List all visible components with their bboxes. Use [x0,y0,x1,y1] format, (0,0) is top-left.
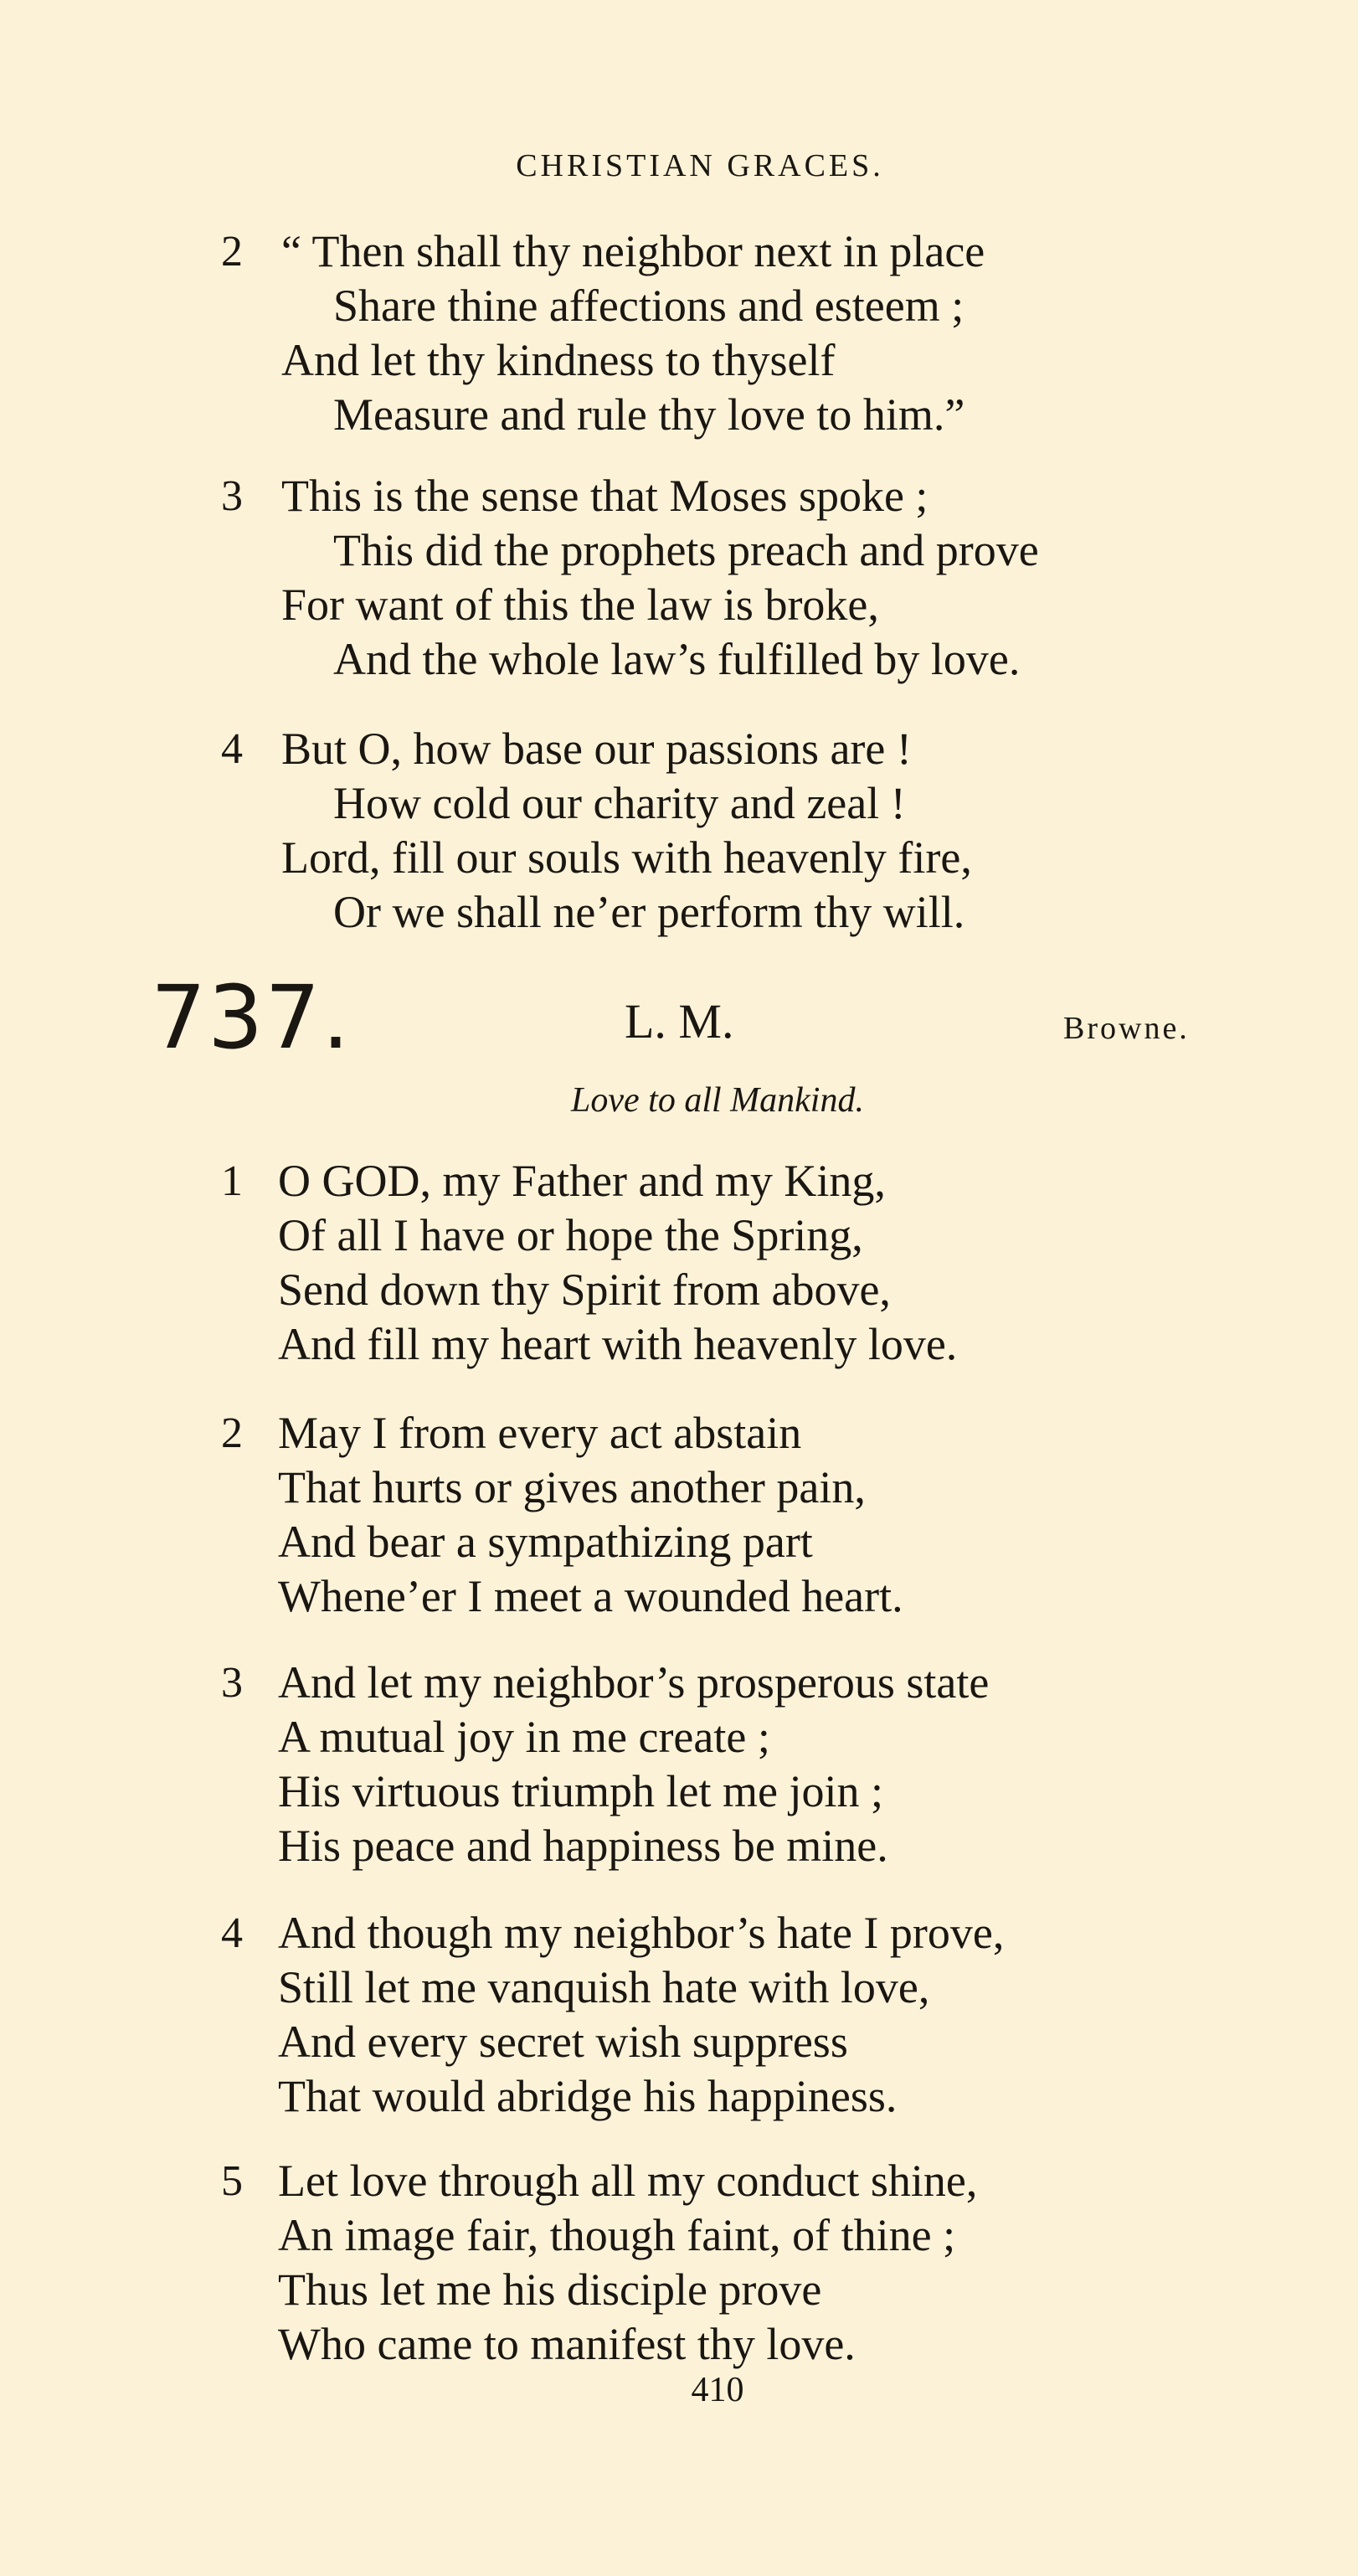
verse-line: Thus let me his disciple prove [278,2264,822,2315]
hymn-verse-3 [0,1656,1358,1873]
verse-number: 3 [221,1659,243,1707]
verse-line: Lord, fill our souls with heavenly fire, [281,832,972,883]
verse-line: His virtuous triumph let me join ; [278,1766,883,1816]
prev-verse-3 [0,469,1358,687]
page-number: 410 [691,2371,744,2409]
hymn-author: Browne. [1063,1011,1190,1046]
verse-number: 5 [221,2157,243,2205]
hymn-verse-1 [0,1154,1358,1372]
prev-verse-4 [0,722,1358,940]
verse-line: Share thine affections and esteem ; [333,281,964,331]
verse-number: 4 [221,725,243,773]
verse-line: For want of this the law is broke, [281,580,879,630]
verse-number: 4 [221,1909,243,1957]
hymn-number: 737. [151,966,352,1069]
verse-line: Or we shall ne’er perform thy will. [333,887,965,937]
prev-verse-2 [0,224,1358,442]
verse-line: This is the sense that Moses spoke ; [281,471,928,521]
hymn-verse-2 [0,1406,1358,1624]
verse-line: Who came to manifest thy love. [278,2319,856,2369]
verse-line: Let love through all my conduct shine, [278,2156,978,2206]
verse-line: But O, how base our passions are ! [281,724,912,774]
verse-line: And let thy kindness to thyself [281,335,836,385]
verse-line: May I from every act abstain [278,1408,802,1458]
hymn-verse-5 [0,2154,1358,2372]
verse-line: And bear a sympathizing part [278,1517,813,1567]
hymn-verse-4 [0,1906,1358,2124]
verse-line: O GOD, my Father and my King, [278,1156,886,1206]
verse-line: That hurts or gives another pain, [278,1462,866,1512]
verse-line: That would abridge his happiness. [278,2071,898,2121]
verse-line: A mutual joy in me create ; [278,1712,770,1762]
verse-number: 2 [221,1409,243,1457]
verse-line: An image fair, though faint, of thine ; [278,2210,956,2260]
verse-line: “ Then shall thy neighbor next in place [281,226,985,276]
verse-number: 2 [221,228,243,276]
verse-line: This did the prophets preach and prove [333,525,1039,575]
hymn-meter: L. M. [625,994,734,1048]
verse-line: Measure and rule thy love to him.” [333,389,965,440]
hymn-subtitle: Love to all Mankind. [571,1081,864,1120]
verse-line: And though my neighbor’s hate I prove, [278,1908,1005,1958]
verse-line: And let my neighbor’s prosperous state [278,1657,990,1708]
verse-number: 3 [221,472,243,520]
verse-number: 1 [221,1157,243,1205]
verse-line: Whene’er I meet a wounded heart. [278,1571,903,1621]
verse-line: And every secret wish suppress [278,2017,848,2067]
verse-line: And fill my heart with heavenly love. [278,1319,958,1369]
verse-line: Of all I have or hope the Spring, [278,1210,863,1260]
verse-line: Send down thy Spirit from above, [278,1265,891,1315]
running-head: CHRISTIAN GRACES. [516,148,884,183]
verse-line: How cold our charity and zeal ! [333,778,906,828]
verse-line: His peace and happiness be mine. [278,1821,888,1871]
verse-line: And the whole law’s fulfilled by love. [333,634,1021,684]
verse-line: Still let me vanquish hate with love, [278,1962,930,2012]
